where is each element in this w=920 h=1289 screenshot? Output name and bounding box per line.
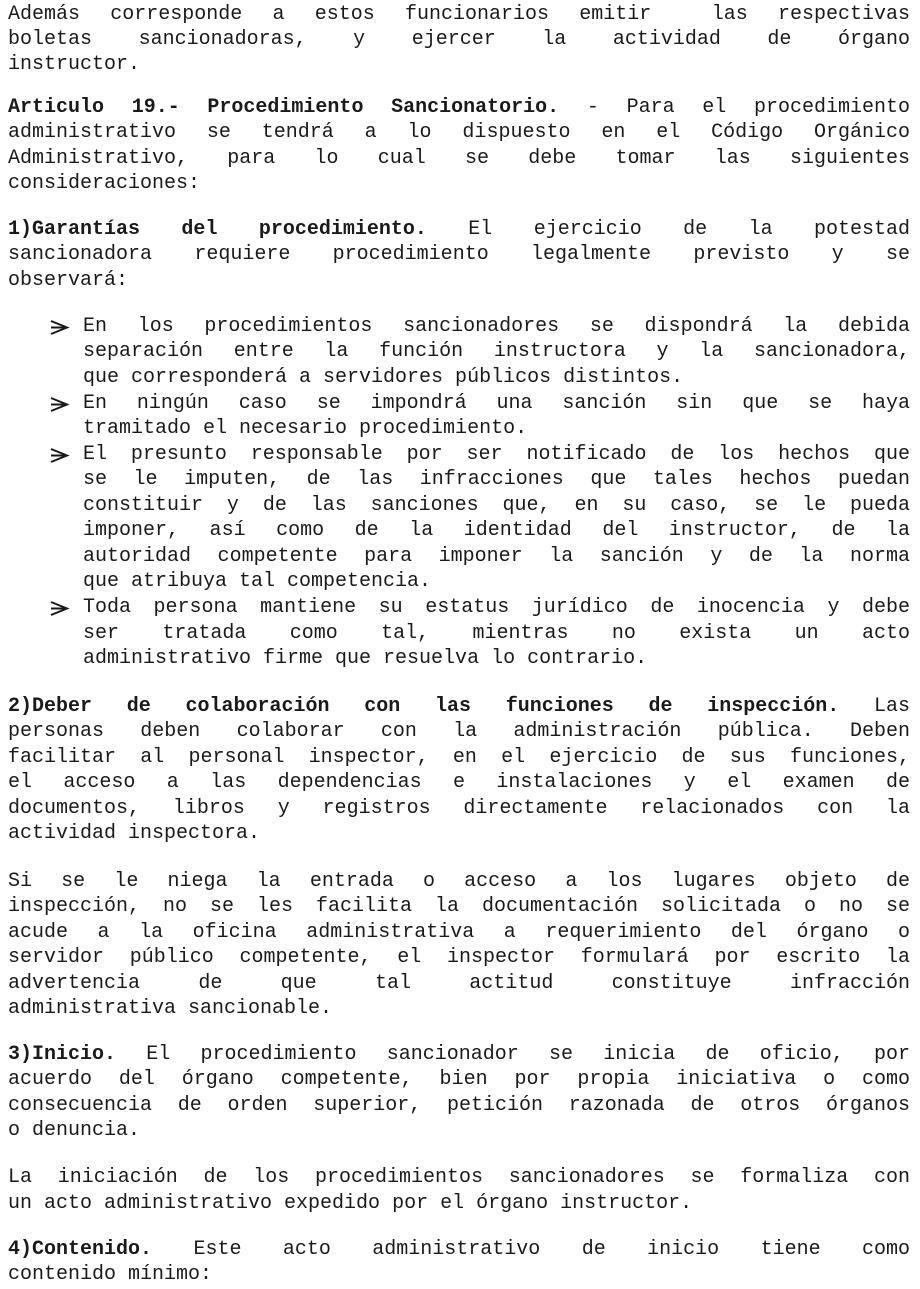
text-line: En los procedimientos sancionadores se dispondrá la debida bbox=[83, 315, 910, 338]
text-line: el acceso a las dependencias e instalaciones y el examen de bbox=[8, 771, 910, 794]
text-line: tramitado el necesario procedimiento. bbox=[83, 417, 528, 440]
article-19-heading-line bbox=[8, 95, 910, 120]
text-line: constituir y de las sanciones que, en su caso, se le pueda bbox=[83, 494, 910, 517]
arrowhead-bullet-icon bbox=[48, 443, 72, 468]
text-line: inspección, no se les facilita la documentación solicitada o no se bbox=[8, 895, 910, 918]
text-line: acuerdo del órgano competente, bien por propia iniciativa o como bbox=[8, 1068, 910, 1091]
text-line: La iniciación de los procedimientos sancionadores se formaliza con bbox=[8, 1166, 910, 1189]
text-line: observará: bbox=[8, 269, 129, 292]
section-1-heading-line bbox=[8, 217, 910, 242]
text-run: Este acto administrativo de inicio tiene como bbox=[152, 1238, 910, 1261]
section-3-heading-line bbox=[8, 1042, 910, 1067]
text-line: En ningún caso se impondrá una sanción sin que se haya bbox=[83, 392, 910, 415]
text-line: actividad inspectora. bbox=[8, 822, 261, 845]
text-line: instructor. bbox=[8, 53, 141, 76]
section-2-heading-line bbox=[8, 694, 910, 719]
text-line: contenido mínimo: bbox=[8, 1263, 213, 1286]
text-line: consecuencia de orden superior, petición razonada de otros órganos bbox=[8, 1094, 910, 1117]
text-line: Administrativo, para lo cual se debe tomar las siguientes bbox=[8, 147, 910, 170]
text-line: personas deben colaborar con la administración pública. Deben bbox=[8, 720, 910, 743]
text-line: administrativo firme que resuelva lo contrario. bbox=[83, 647, 648, 670]
section-4-heading: 4)Contenido. bbox=[8, 1238, 153, 1261]
text-line: que corresponderá a servidores públicos distintos. bbox=[83, 366, 684, 389]
section-1-heading: 1)Garantías del procedimiento. bbox=[8, 218, 427, 241]
text-run: El ejercicio de la potestad bbox=[426, 218, 910, 241]
text-line: Además corresponde a estos funcionarios emitir las respectivas bbox=[8, 3, 910, 26]
text-line: El presunto responsable por ser notificado de los hechos que bbox=[83, 443, 910, 466]
text-line: un acto administrativo expedido por el órgano instructor. bbox=[8, 1192, 693, 1215]
text-line: sancionadora requiere procedimiento legalmente previsto y se bbox=[8, 243, 910, 266]
text-line: administrativa sancionable. bbox=[8, 997, 333, 1020]
arrowhead-bullet-icon bbox=[48, 596, 72, 621]
text-line: Si se le niega la entrada o acceso a los lugares objeto de bbox=[8, 870, 910, 893]
section-4-heading-line bbox=[8, 1237, 910, 1262]
text-line: servidor público competente, el inspector formulará por escrito la bbox=[8, 946, 910, 969]
section-3-heading: 3)Inicio. bbox=[8, 1043, 117, 1066]
text-line: separación entre la función instructora y la sancionadora, bbox=[83, 340, 910, 363]
arrowhead-bullet-icon bbox=[48, 315, 72, 340]
text-run: - Para el procedimiento bbox=[559, 96, 910, 119]
text-line: que atribuya tal competencia. bbox=[83, 570, 432, 593]
section-2-heading: 2)Deber de colaboración con las funciones de inspección. bbox=[8, 695, 840, 718]
text-line: facilitar al personal inspector, en el ejercicio de sus funciones, bbox=[8, 746, 910, 769]
text-run: El procedimiento sancionador se inicia de oficio, por bbox=[116, 1043, 910, 1066]
text-line: Toda persona mantiene su estatus jurídico de inocencia y debe bbox=[83, 596, 910, 619]
text-line: imponer, así como de la identidad del instructor, de la bbox=[83, 519, 910, 542]
text-line: o denuncia. bbox=[8, 1119, 141, 1142]
text-line: se le imputen, de las infracciones que tales hechos puedan bbox=[83, 468, 910, 491]
text-line: acude a la oficina administrativa a requerimiento del órgano o bbox=[8, 921, 910, 944]
arrowhead-bullet-icon bbox=[48, 392, 72, 417]
text-line: autoridad competente para imponer la sanción y de la norma bbox=[83, 545, 910, 568]
text-line: ser tratada como tal, mientras no exista un acto bbox=[83, 622, 910, 645]
text-line: administrativo se tendrá a lo dispuesto en el Código Orgánico bbox=[8, 121, 910, 144]
article-19-heading: Articulo 19.- Procedimiento Sancionatorio. bbox=[8, 96, 560, 119]
text-run: Las bbox=[839, 695, 910, 718]
text-line: advertencia de que tal actitud constituye infracción bbox=[8, 972, 910, 995]
text-line: boletas sancionadoras, y ejercer la actividad de órgano bbox=[8, 28, 910, 51]
text-line: consideraciones: bbox=[8, 172, 201, 195]
text-line: documentos, libros y registros directamente relacionados con la bbox=[8, 797, 910, 820]
